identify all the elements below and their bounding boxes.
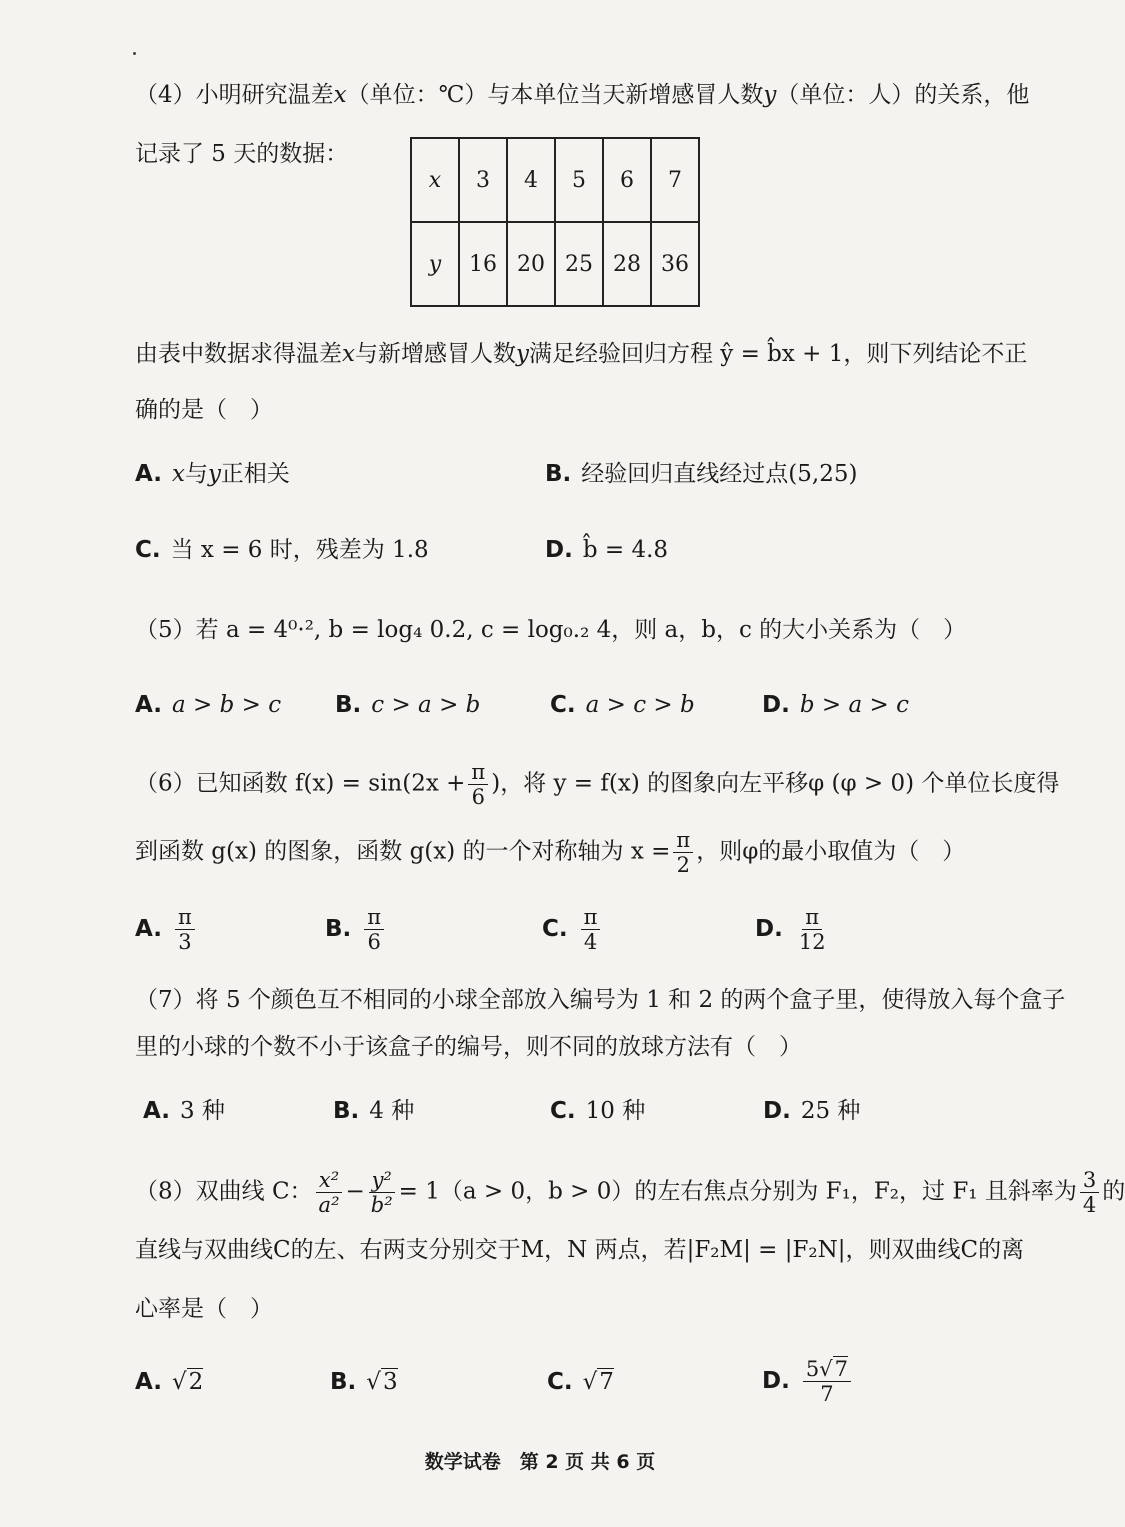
table-cell: 28 [603,222,651,306]
q4-option-b [545,457,857,491]
q8-option-c [547,1365,614,1399]
q8-option-a [135,1365,203,1399]
fraction [1080,1168,1099,1217]
fraction-numerator: y² [369,1168,395,1193]
radicand: 7 [599,1369,614,1395]
q6-line2-post: ，则φ的最小取值为（ ） [696,838,966,865]
sqrt-symbol: √ [582,1369,598,1395]
q7-line2: 里的小球的个数不小于该盒子的编号，则不同的放球方法有（ ） [135,1034,802,1060]
option-label: C. [550,692,576,718]
q7-option-c [550,1094,645,1128]
option-label: D. [762,1367,790,1394]
fraction [796,905,829,954]
q5-option-a [135,688,281,722]
q7-line1: （7）将 5 个颜色互不相同的小球全部放入编号为 1 和 2 的两个盒子里，使得放入每个盒子 [135,987,1066,1013]
table-cell: 4 [507,138,555,222]
option-label: D. [755,915,783,942]
q5-option-d [762,688,909,722]
fraction-denominator: 12 [798,930,826,954]
table-cell: 20 [507,222,555,306]
q4-option-a [135,457,290,491]
option-label: C. [550,1098,576,1124]
fraction-numerator: x² [316,1168,342,1193]
option-text: c > a > b [371,692,481,718]
option-text: a > b > c [171,692,282,718]
option-label: C. [542,915,568,942]
fraction-denominator: a² [318,1193,340,1217]
option-text: 𝑥与𝑦正相关 [171,461,290,487]
fraction-numerator: π [581,905,601,930]
q6-option-c [542,905,603,954]
q7-option-a [143,1094,225,1128]
table-row-y [411,222,699,306]
option-label: B. [333,1098,360,1124]
fraction [364,905,384,954]
fraction-denominator: 4 [583,930,598,954]
fraction-numerator [803,1357,851,1382]
q4-line1: （4）小明研究温差𝑥（单位：℃）与本单位当天新增感冒人数𝑦（单位：人）的关系，他 [135,82,1030,108]
table-header-y: y [411,222,459,306]
q5-option-c [550,688,695,722]
q6-line2 [135,828,990,877]
q8-line2: 直线与双曲线C的左、右两支分别交于M，N 两点，若|F₂M| = |F₂N|，则双曲线C的离 [135,1237,1025,1263]
fraction-numerator: π [673,828,693,853]
fraction-numerator: π [175,905,195,930]
q8-line1-post: 的 [1102,1178,1125,1205]
q4-data-table [410,137,700,307]
fraction-denominator: b² [370,1193,393,1217]
fraction-denominator: 6 [471,785,485,809]
option-text: 4 种 [369,1098,415,1124]
scan-speck [133,52,136,55]
q5-stem: （5）若 a = 4⁰·², b = log₄ 0.2, c = log₀.₂ 4，则 a，b，c 的大小关系为（ ） [135,617,967,643]
option-text: 经验回归直线经过点(5,25) [581,461,858,487]
q6-line1 [135,760,1060,809]
fraction-denominator: 7 [820,1382,834,1406]
fraction [175,905,195,954]
option-label: B. [335,692,362,718]
table-row-x [411,138,699,222]
option-text: b > a > c [799,692,909,718]
option-label: B. [545,461,572,487]
table-cell: 3 [459,138,507,222]
option-label: D. [763,1098,791,1124]
q7-option-d [763,1094,860,1128]
q4-line2: 记录了 5 天的数据： [135,141,349,167]
fraction [468,760,488,809]
fraction-numerator: 3 [1080,1168,1099,1193]
option-label: D. [762,692,790,718]
option-text: b̂ = 4.8 [582,537,669,563]
option-text: a > c > b [585,692,695,718]
option-label: A. [135,1369,162,1395]
fraction-denominator: 2 [676,853,690,877]
option-text: 25 种 [800,1098,861,1124]
q7-option-b [333,1094,414,1128]
radicand: 2 [188,1369,204,1395]
fraction-denominator: 3 [178,930,192,954]
table-cell: 5 [555,138,603,222]
table-cell: 6 [603,138,651,222]
option-text: 10 种 [585,1098,646,1124]
option-label: C. [135,537,161,563]
option-label: C. [547,1369,573,1395]
option-text: 3 种 [179,1098,225,1124]
minus-sign: − [345,1178,365,1205]
q6-option-a [135,905,198,954]
sqrt-symbol: √ [171,1369,187,1395]
q4-line3: 由表中数据求得温差𝑥与新增感冒人数𝑦满足经验回归方程 ŷ = b̂x + 1，则下列结论不正 [135,341,1028,367]
q6-option-d [755,905,832,954]
radicand: 7 [834,1357,848,1381]
fraction [316,1168,343,1217]
fraction [673,828,693,877]
q6-line2-pre: 到函数 g(x) 的图象，函数 g(x) 的一个对称轴为 x = [135,838,671,865]
fraction [581,905,601,954]
q4-line4: 确的是（ ） [135,397,273,423]
option-label: B. [325,915,352,942]
fraction-numerator: π [802,905,822,930]
q8-line3: 心率是（ ） [135,1296,273,1322]
q5-option-b [335,688,480,722]
sqrt-symbol: √ [819,1357,833,1381]
table-cell: 36 [651,222,699,306]
table-cell: 16 [459,222,507,306]
q8-line1 [135,1168,1125,1217]
sqrt-symbol: √ [366,1369,381,1395]
option-label: A. [143,1098,170,1124]
q4-option-c [135,533,429,567]
q6-option-b [325,905,387,954]
option-label: D. [545,537,573,563]
option-label: A. [135,461,162,487]
q8-line1-mid: = 1（a > 0，b > 0）的左右焦点分别为 F₁，F₂，过 F₁ 且斜率为 [398,1178,1077,1205]
fraction-denominator: 4 [1082,1193,1097,1217]
fraction [803,1357,851,1406]
q8-option-b [330,1365,398,1399]
fraction [368,1168,396,1217]
option-text: 当 x = 6 时，残差为 1.8 [170,537,429,563]
page-footer: 数学试卷 第 2 页 共 6 页 [424,1451,656,1473]
option-label: A. [135,915,162,942]
table-cell: 7 [651,138,699,222]
q4-option-d [545,533,668,567]
q8-option-d [762,1357,854,1406]
option-label: A. [135,692,162,718]
q6-line1-post: )，将 y = f(x) 的图象向左平移φ (φ > 0) 个单位长度得 [491,770,1060,797]
fraction-numerator: π [364,905,384,930]
radicand: 3 [382,1369,398,1395]
q8-line1-pre: （8）双曲线 C： [135,1178,313,1205]
coefficient: 5 [805,1357,820,1381]
table-cell: 25 [555,222,603,306]
option-label: B. [330,1369,357,1395]
table-header-x: x [411,138,459,222]
fraction-numerator: π [468,760,488,785]
q6-line1-pre: （6）已知函数 f(x) = sin(2x + [135,770,466,797]
fraction-denominator: 6 [367,930,381,954]
